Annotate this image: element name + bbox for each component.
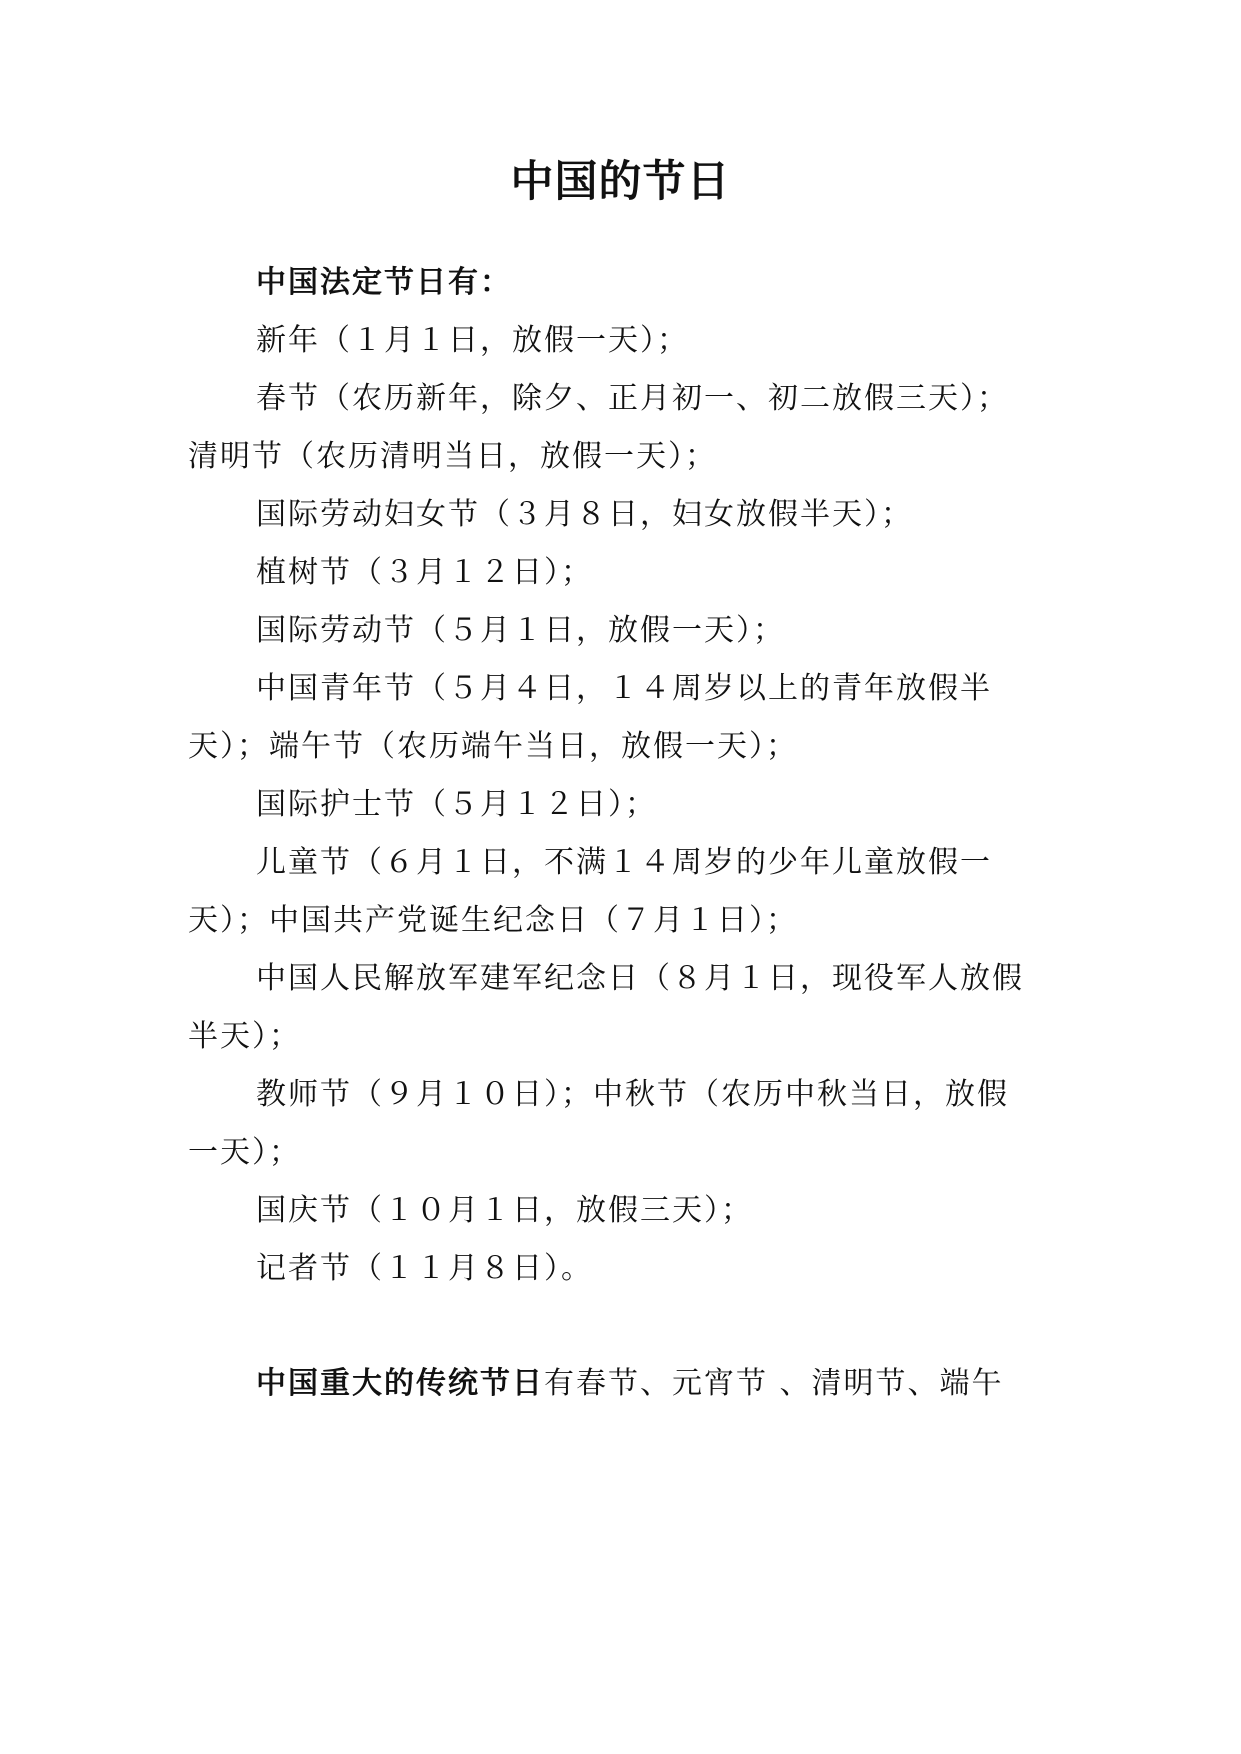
- text-line: 中国人民解放军建军纪念日（８月１日，现役军人放假: [256, 961, 1024, 996]
- text-line: 半天）；: [188, 1019, 301, 1054]
- text-line: 教师节（９月１０日）；中秋节（农历中秋当日，放假: [256, 1077, 1009, 1112]
- text-line: 中国青年节（５月４日，１４周岁以上的青年放假半: [256, 671, 992, 706]
- traditional-holidays-text: 有春节、元宵节 、清明节、端午: [544, 1366, 1004, 1401]
- text-line: 新年（１月１日，放假一天）；: [256, 323, 689, 358]
- text-line: 儿童节（６月１日，不满１４周岁的少年儿童放假一: [256, 845, 992, 880]
- traditional-holidays-heading: 中国重大的传统节日: [256, 1366, 544, 1401]
- text-line: 清明节（农历清明当日，放假一天）；: [188, 439, 717, 474]
- page-title: 中国的节日: [510, 157, 731, 207]
- text-line: 天）；中国共产党诞生纪念日（７月１日）；: [188, 903, 798, 938]
- text-line: 国际劳动节（５月１日，放假一天）；: [256, 613, 785, 648]
- text-line: 国庆节（１０月１日，放假三天）；: [256, 1193, 753, 1228]
- text-line: 春节（农历新年，除夕、正月初一、初二放假三天）；: [256, 381, 1009, 416]
- traditional-holidays-line: [256, 1364, 1004, 1404]
- text-line: 国际劳动妇女节（３月８日，妇女放假半天）；: [256, 497, 913, 532]
- text-line: 植树节（３月１２日）；: [256, 555, 593, 590]
- legal-holidays-heading: 中国法定节日有：: [256, 265, 512, 300]
- text-line: 国际护士节（５月１２日）；: [256, 787, 657, 822]
- text-line: 记者节（１１月８日）。: [256, 1251, 593, 1286]
- text-line: 天）；端午节（农历端午当日，放假一天）；: [188, 729, 798, 764]
- text-line: 一天）；: [188, 1135, 301, 1170]
